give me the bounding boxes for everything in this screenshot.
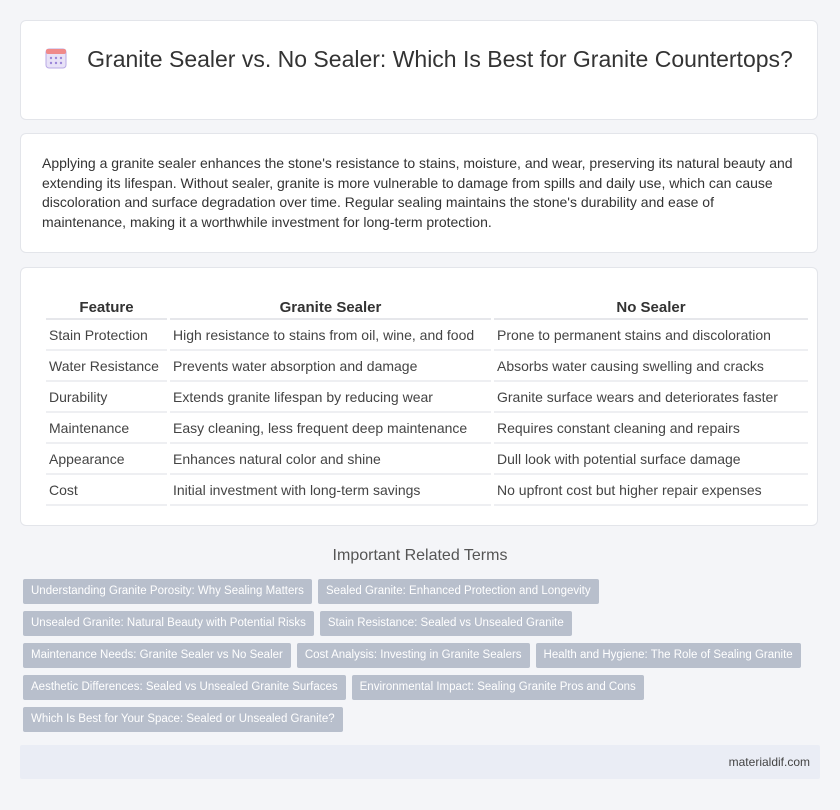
table-cell: Extends granite lifespan by reducing wear	[170, 382, 491, 413]
table-header-row	[46, 296, 808, 320]
related-terms-heading: Important Related Terms	[332, 547, 508, 564]
page-title: Granite Sealer vs. No Sealer: Which Is Best for Granite Countertops?	[87, 46, 793, 72]
table-cell: Durability	[46, 382, 167, 413]
header-granite-sealer: Granite Sealer	[170, 296, 491, 320]
calendar-icon	[45, 47, 67, 69]
related-term-tag[interactable]: Sealed Granite: Enhanced Protection and Longevity	[318, 579, 599, 604]
related-term-tag[interactable]: Aesthetic Differences: Sealed vs Unsealed Granite Surfaces	[23, 675, 346, 700]
comparison-table	[43, 296, 811, 506]
related-term-tag[interactable]: Which Is Best for Your Space: Sealed or Unsealed Granite?	[23, 707, 343, 732]
table-cell: Granite surface wears and deteriorates faster	[494, 382, 808, 413]
page-title-container	[21, 45, 817, 74]
table-cell: Prone to permanent stains and discoloration	[494, 320, 808, 351]
table-row	[46, 382, 808, 413]
table-cell: Maintenance	[46, 413, 167, 444]
related-term-tag[interactable]: Cost Analysis: Investing in Granite Sealers	[297, 643, 530, 668]
header-feature: Feature	[46, 296, 167, 320]
related-terms-list	[23, 579, 823, 739]
footer-bar	[20, 745, 820, 779]
table-cell: Easy cleaning, less frequent deep maintenance	[170, 413, 491, 444]
related-term-tag[interactable]: Environmental Impact: Sealing Granite Pros and Cons	[352, 675, 644, 700]
table-cell: No upfront cost but higher repair expenses	[494, 475, 808, 506]
table-row	[46, 351, 808, 382]
table-row	[46, 320, 808, 351]
related-term-tag[interactable]: Health and Hygiene: The Role of Sealing Granite	[536, 643, 801, 668]
table-cell: Appearance	[46, 444, 167, 475]
related-term-tag[interactable]: Stain Resistance: Sealed vs Unsealed Granite	[320, 611, 572, 636]
table-row	[46, 413, 808, 444]
table-cell: Absorbs water causing swelling and cracks	[494, 351, 808, 382]
table-cell: Initial investment with long-term savings	[170, 475, 491, 506]
table-cell: Requires constant cleaning and repairs	[494, 413, 808, 444]
table-cell: Dull look with potential surface damage	[494, 444, 808, 475]
comparison-card	[20, 267, 818, 526]
related-term-tag[interactable]: Maintenance Needs: Granite Sealer vs No Sealer	[23, 643, 291, 668]
table-cell: Prevents water absorption and damage	[170, 351, 491, 382]
table-cell: Enhances natural color and shine	[170, 444, 491, 475]
table-cell: Cost	[46, 475, 167, 506]
footer-site-link[interactable]: materialdif.com	[728, 755, 810, 769]
table-cell: Water Resistance	[46, 351, 167, 382]
related-term-tag[interactable]: Unsealed Granite: Natural Beauty with Potential Risks	[23, 611, 314, 636]
intro-paragraph: Applying a granite sealer enhances the stone's resistance to stains, moisture, and wear, preserving its natural beauty and extending its lifespan. Without sealer, granite is more vulnerable to damage from spills and daily use, which can cause discoloration and surface degradation over time. Regular sealing maintains the stone's durability and ease of maintenance, making it a worthwhile investment for long-term protection.	[42, 155, 793, 230]
table-cell: Stain Protection	[46, 320, 167, 351]
table-row	[46, 444, 808, 475]
table-cell: High resistance to stains from oil, wine, and food	[170, 320, 491, 351]
table-row	[46, 475, 808, 506]
related-term-tag[interactable]: Understanding Granite Porosity: Why Sealing Matters	[23, 579, 312, 604]
header-no-sealer: No Sealer	[494, 296, 808, 320]
title-card	[20, 20, 818, 120]
intro-card	[20, 133, 818, 253]
